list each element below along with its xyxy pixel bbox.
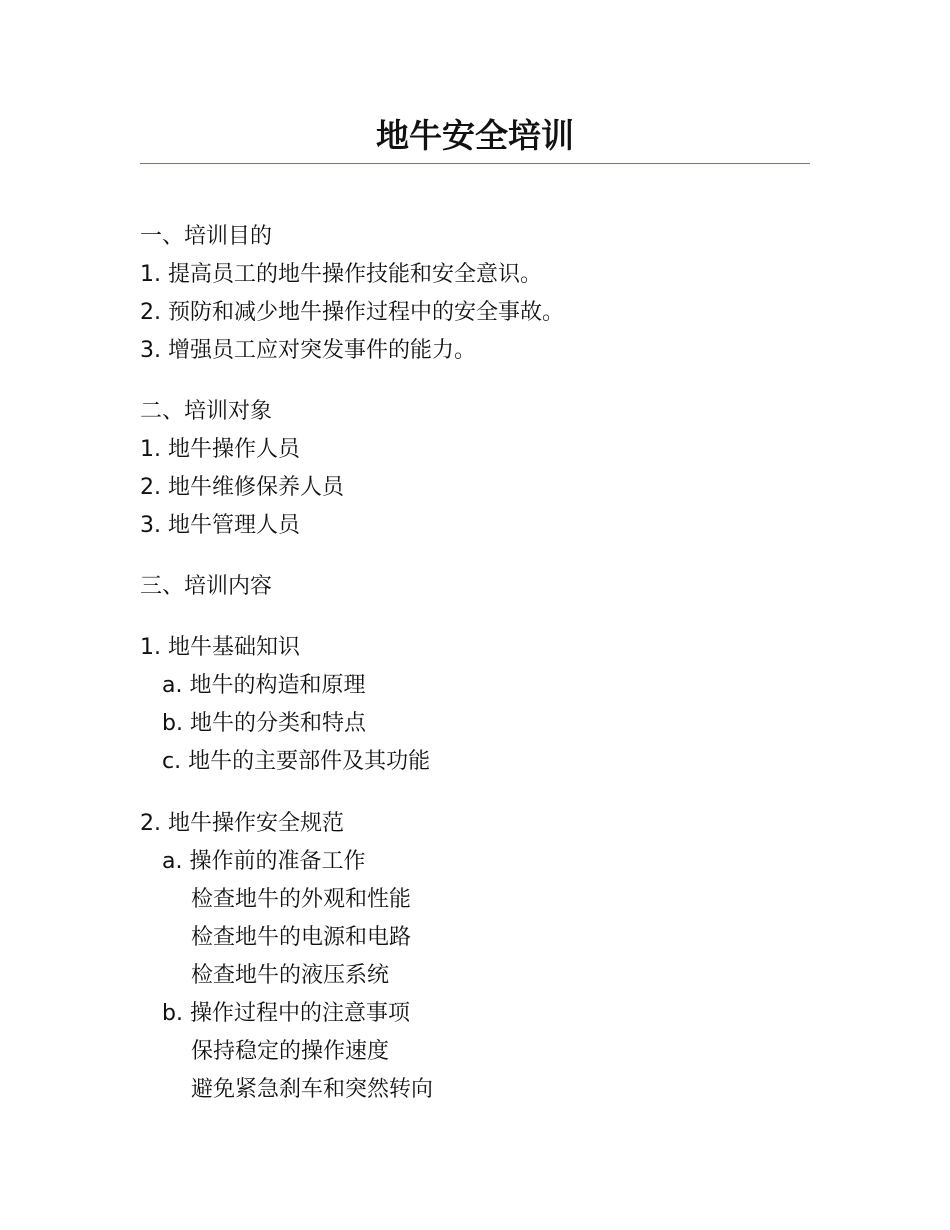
list-item: 2. 地牛维修保养人员 [140,475,344,500]
section-heading-audience: 二、培训对象 [140,399,273,424]
list-item: b. 操作过程中的注意事项 [162,1001,410,1026]
list-item: 3. 地牛管理人员 [140,513,300,538]
document-title: 地牛安全培训 [376,116,574,155]
list-item: 检查地牛的电源和电路 [191,925,412,950]
title-divider [140,163,810,164]
subsection-heading-basics: 1. 地牛基础知识 [140,635,300,660]
list-item: 检查地牛的液压系统 [191,963,390,988]
list-item: 避免紧急刹车和突然转向 [191,1077,434,1102]
list-item: 1. 提高员工的地牛操作技能和安全意识。 [140,262,542,287]
list-item: a. 操作前的准备工作 [162,849,366,874]
section-heading-purpose: 一、培训目的 [140,224,273,249]
list-item: 保持稳定的操作速度 [191,1039,390,1064]
list-item: 检查地牛的外观和性能 [191,887,412,912]
list-item: 2. 预防和减少地牛操作过程中的安全事故。 [140,300,564,325]
list-item: 3. 增强员工应对突发事件的能力。 [140,338,476,363]
list-item: a. 地牛的构造和原理 [162,673,366,698]
list-item: 1. 地牛操作人员 [140,437,300,462]
list-item: b. 地牛的分类和特点 [162,711,366,736]
list-item: c. 地牛的主要部件及其功能 [162,749,431,774]
subsection-heading-safety-rules: 2. 地牛操作安全规范 [140,811,344,836]
section-heading-content: 三、培训内容 [140,574,273,599]
